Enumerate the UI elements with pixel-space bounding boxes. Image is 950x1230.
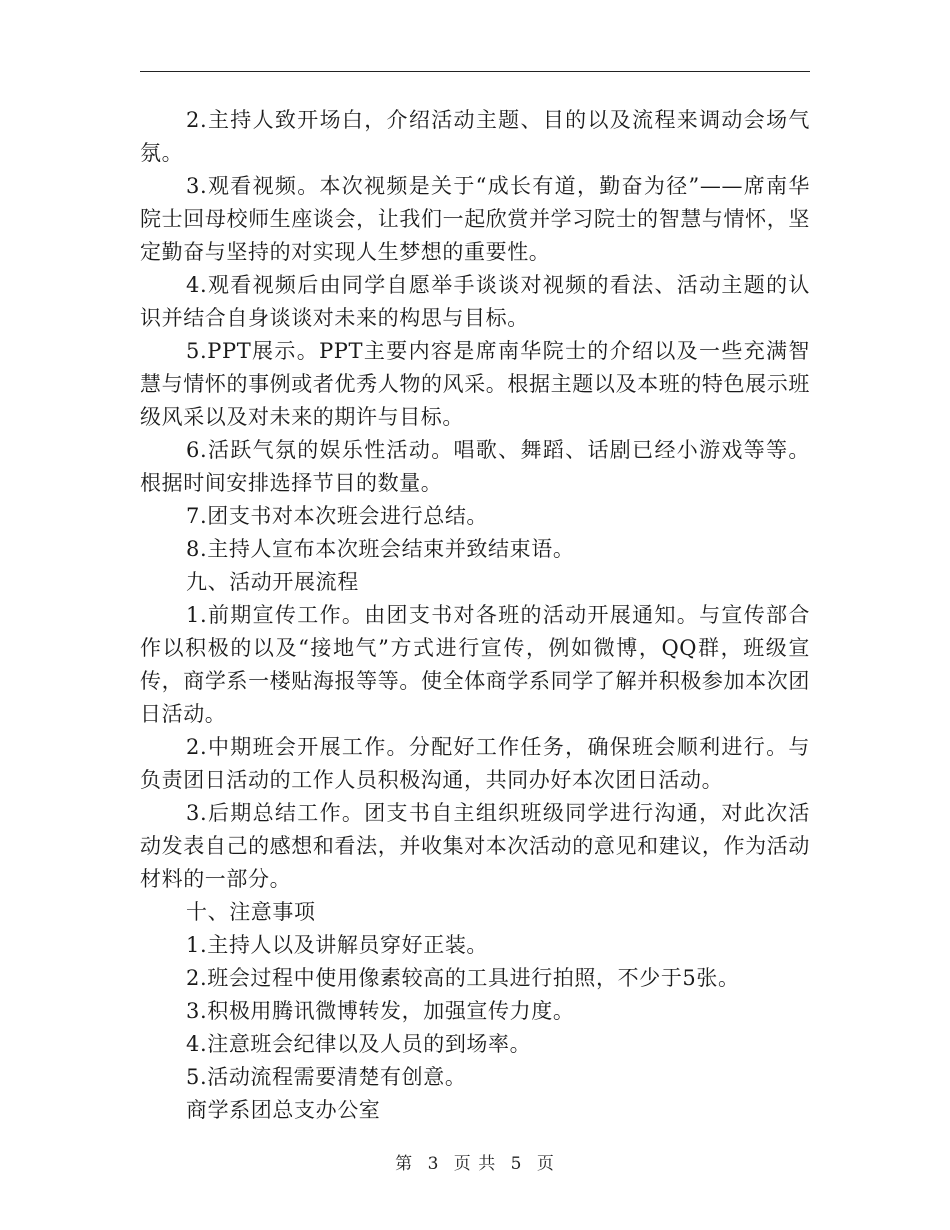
paragraph: 8.主持人宣布本次班会结束并致结束语。 — [186, 537, 575, 561]
paragraph: 5.活动流程需要清楚有创意。 — [186, 1065, 467, 1089]
paragraph: 2.班会过程中使用像素较高的工具进行拍照，不少于5张。 — [186, 966, 740, 990]
footer-prefix: 第 — [395, 1154, 414, 1174]
paragraph: 3.观看视频。本次视频是关于“成长有道，勤奋为径”——席南华院士回母校师生座谈会，让我们一起欣赏并学习院士的智慧与情怀，坚定勤奋与坚持的对实现人生梦想的重要性。 — [140, 174, 810, 264]
paragraph: 7.团支书对本次班会进行总结。 — [186, 504, 489, 528]
section-heading: 九、活动开展流程 — [186, 570, 359, 594]
paragraph: 3.积极用腾讯微博转发，加强宣传力度。 — [186, 999, 575, 1023]
paragraph: 4.注意班会纪律以及人员的到场率。 — [186, 1032, 532, 1056]
paragraph: 4.观看视频后由同学自愿举手谈谈对视频的看法、活动主题的认识并结合自身谈谈对未来的构思与目标。 — [140, 273, 810, 330]
paragraph: 6.活跃气氛的娱乐性活动。唱歌、舞蹈、话剧已经小游戏等等。根据时间安排选择节目的数量。 — [140, 438, 810, 495]
section-heading: 十、注意事项 — [186, 900, 316, 924]
paragraph: 1.主持人以及讲解员穿好正装。 — [186, 933, 489, 957]
paragraph: 2.主持人致开场白，介绍活动主题、目的以及流程来调动会场气氛。 — [140, 108, 810, 165]
signature-line: 商学系团总支办公室 — [186, 1098, 381, 1122]
paragraph: 5.PPT展示。PPT主要内容是席南华院士的介绍以及一些充满智慧与情怀的事例或者优秀人物的风采。根据主题以及本班的特色展示班级风采以及对未来的期许与目标。 — [140, 339, 810, 429]
header-rule — [140, 71, 810, 72]
paragraph: 2.中期班会开展工作。分配好工作任务，确保班会顺利进行。与负责团日活动的工作人员积极沟通，共同办好本次团日活动。 — [140, 735, 810, 792]
footer-middle: 页 共 — [453, 1154, 497, 1174]
total-pages-number: 5 — [510, 1154, 523, 1174]
page-footer — [0, 1152, 950, 1176]
paragraph: 1.前期宣传工作。由团支书对各班的活动开展通知。与宣传部合作以积极的以及“接地气”方式进行宣传，例如微博，QQ群，班级宣传，商学系一楼贴海报等等。使全体商学系同学了解并积极参加本次团日活动。 — [140, 603, 810, 726]
paragraph: 3.后期总结工作。团支书自主组织班级同学进行沟通，对此次活动发表自己的感想和看法，并收集对本次活动的意见和建议，作为活动材料的一部分。 — [140, 801, 810, 891]
current-page-number: 3 — [427, 1154, 440, 1174]
footer-suffix: 页 — [536, 1154, 555, 1174]
document-body — [140, 104, 810, 1127]
